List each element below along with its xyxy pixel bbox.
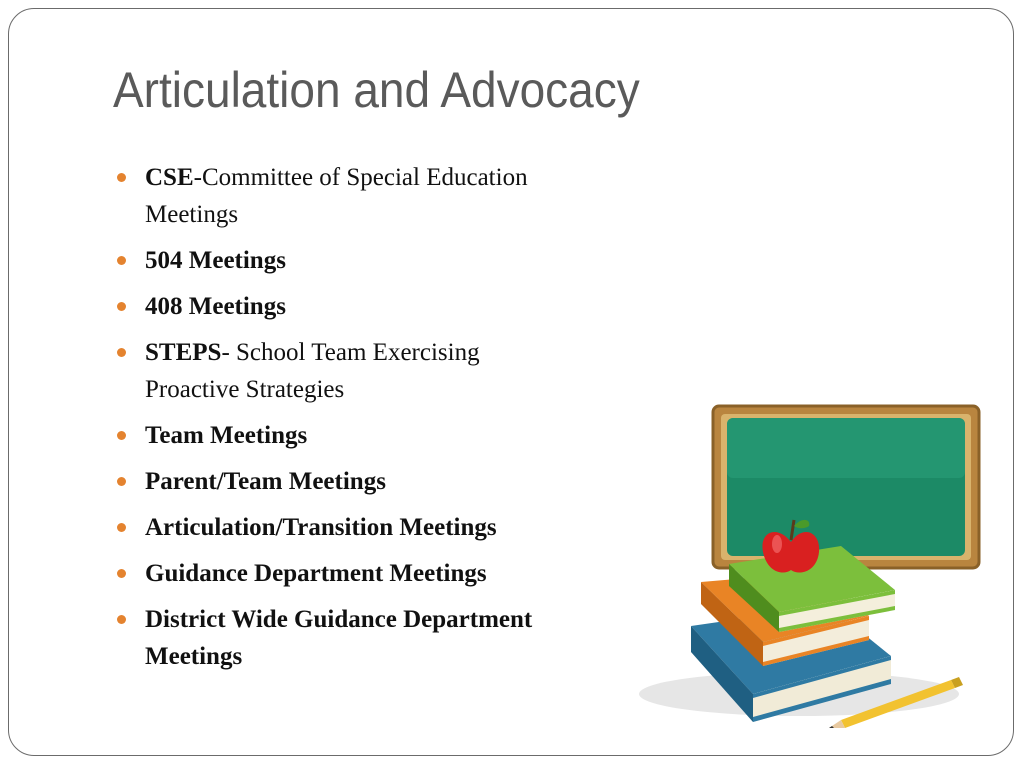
bullet-bold-text: STEPS [145, 339, 222, 366]
slide-title: Articulation and Advocacy [113, 62, 640, 118]
bullet-item [113, 159, 533, 233]
bullet-dot-icon [117, 615, 126, 624]
bullet-dot-icon [117, 569, 126, 578]
bullet-item [113, 555, 533, 592]
bullet-dot-icon [117, 348, 126, 357]
bullet-bold-text: 408 Meetings [145, 293, 286, 320]
bullet-item [113, 288, 533, 325]
bullet-dot-icon [117, 431, 126, 440]
slide [8, 8, 1014, 756]
bullet-dot-icon [117, 477, 126, 486]
bullet-bold-text: District Wide Guidance Department Meetings [145, 606, 533, 670]
bullet-bold-text: Parent/Team Meetings [145, 468, 386, 495]
bullet-bold-text: Team Meetings [145, 422, 308, 449]
school-illustration [629, 394, 989, 739]
bullet-bold-text: CSE [145, 164, 194, 191]
bullet-dot-icon [117, 302, 126, 311]
bullet-item [113, 334, 533, 408]
bullet-dot-icon [117, 173, 126, 182]
bullet-item [113, 601, 533, 675]
bullet-bold-text: Guidance Department Meetings [145, 560, 487, 587]
bullet-item [113, 509, 533, 546]
bullet-item [113, 242, 533, 279]
bullet-dot-icon [117, 523, 126, 532]
bullet-bold-text: 504 Meetings [145, 247, 286, 274]
chalkboard-icon [713, 406, 979, 568]
bullet-item [113, 417, 533, 454]
bullet-text: - School Team Exercising Proactive Strategies [145, 339, 480, 403]
bullet-list [113, 159, 533, 684]
bullet-bold-text: Articulation/Transition Meetings [145, 514, 497, 541]
bullet-text: -Committee of Special Education Meetings [145, 164, 528, 228]
bullet-item [113, 463, 533, 500]
bullet-dot-icon [117, 256, 126, 265]
